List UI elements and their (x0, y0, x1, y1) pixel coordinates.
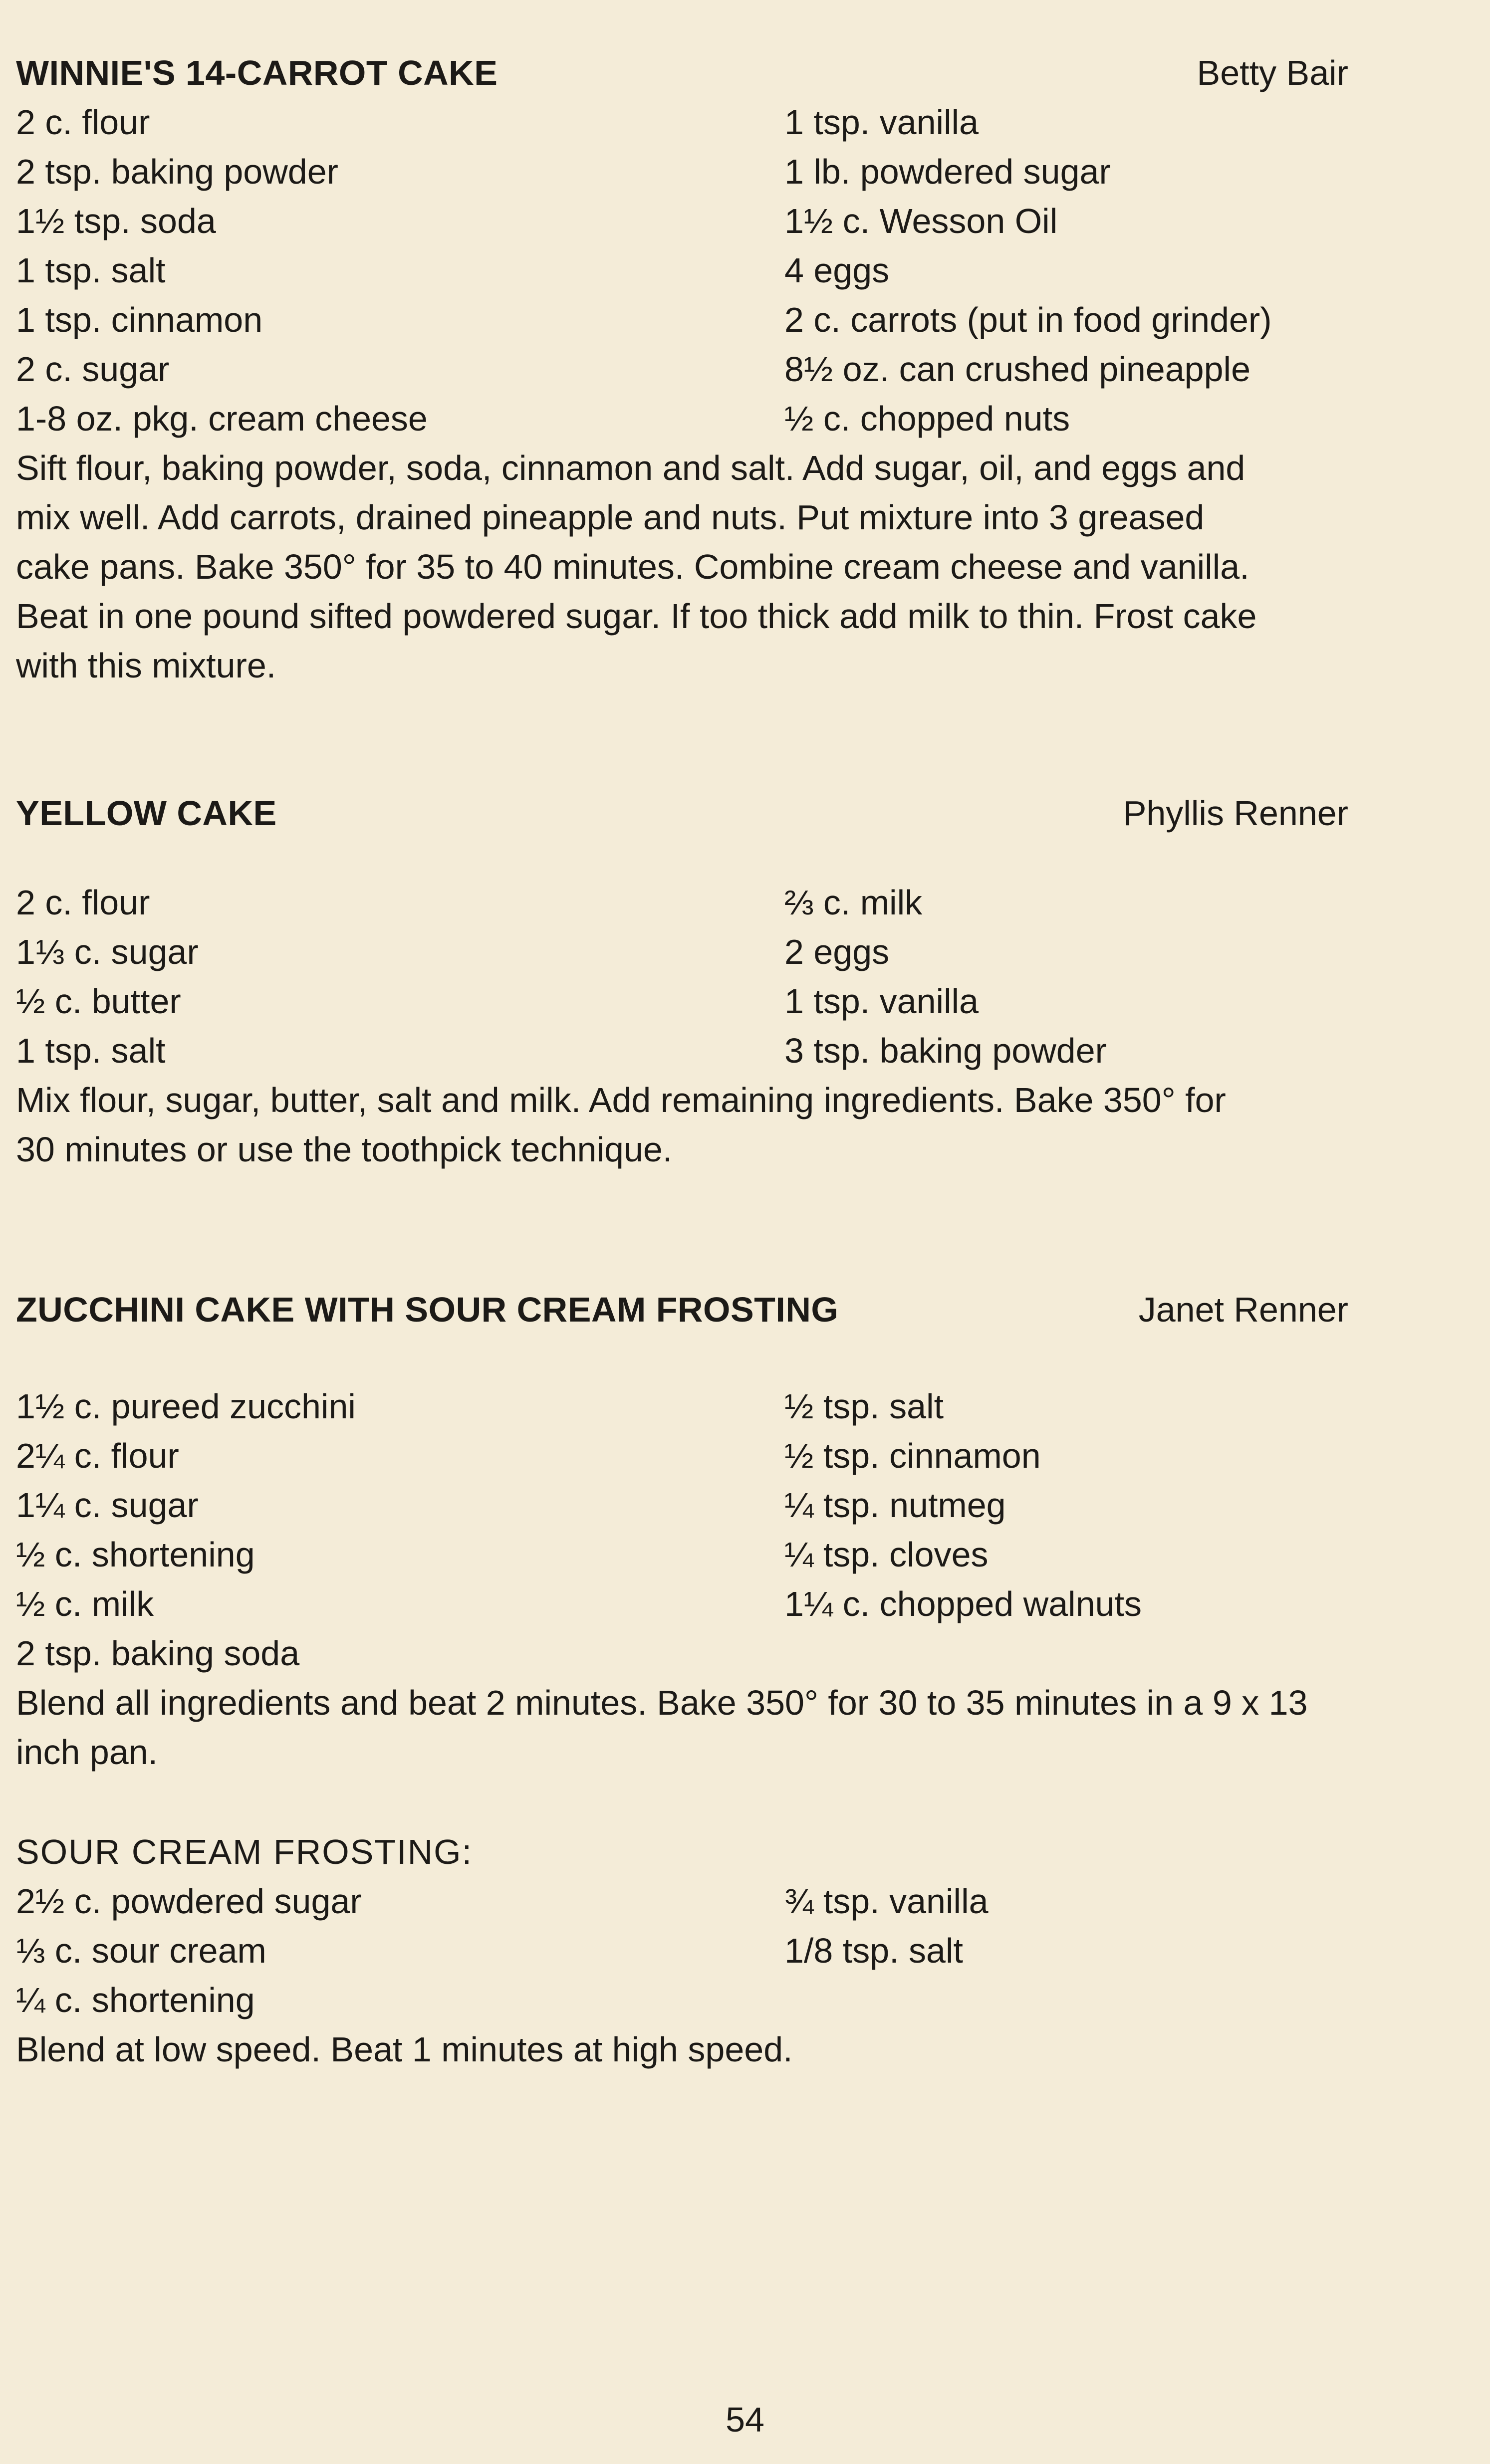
ingredient-list-left (16, 98, 428, 444)
ingredient: 2 tsp. baking soda (16, 1634, 300, 1673)
ingredient: 1¼ c. chopped walnuts (784, 1584, 1142, 1623)
recipe-title: ZUCCHINI CAKE WITH SOUR CREAM FROSTING (16, 1290, 839, 1329)
recipe-directions (16, 1678, 1348, 1777)
ingredient: 1⅓ c. sugar (16, 932, 199, 971)
recipe-title: YELLOW CAKE (16, 794, 277, 833)
ingredient: 2 c. carrots (put in food grinder) (784, 300, 1272, 339)
ingredient: 3 tsp. baking powder (784, 1031, 1107, 1070)
recipe-directions (16, 1076, 1348, 1174)
ingredient: 1½ c. pureed zucchini (16, 1387, 356, 1426)
ingredient: ½ c. milk (16, 1584, 154, 1623)
frosting-section (16, 1827, 1348, 2074)
ingredient: 2 c. sugar (16, 350, 170, 389)
recipe-header (16, 1285, 1348, 1335)
directions-line: inch pan. (16, 1733, 158, 1772)
ingredient-list-right (784, 878, 1107, 1076)
directions-line: cake pans. Bake 350° for 35 to 40 minutes. Combine cream cheese and vanilla. (16, 547, 1249, 586)
recipe-zucchini-cake (16, 1285, 1348, 2074)
directions-line: Beat in one pound sifted powdered sugar. If too thick add milk to thin. Frost cake (16, 597, 1257, 636)
frosting-ingredient-list-left (16, 1877, 362, 2025)
ingredient: 2 c. flour (16, 103, 150, 142)
ingredient: 1 tsp. vanilla (784, 982, 979, 1021)
recipe-carrot-cake (16, 48, 1348, 690)
page-number: 54 (726, 2400, 764, 2439)
ingredient: ¼ tsp. nutmeg (784, 1486, 1006, 1525)
ingredient: 1 tsp. cinnamon (16, 300, 263, 339)
recipe-title: WINNIE'S 14-CARROT CAKE (16, 53, 498, 92)
ingredient: ½ tsp. salt (784, 1387, 944, 1426)
ingredient: 4 eggs (784, 251, 890, 290)
ingredient: 8½ oz. can crushed pineapple (784, 350, 1250, 389)
ingredient: ¼ tsp. cloves (784, 1535, 989, 1574)
ingredient: 1 tsp. salt (16, 1031, 166, 1070)
recipe-yellow-cake (16, 788, 1348, 1174)
directions-line: Mix flour, sugar, butter, salt and milk. Add remaining ingredients. Bake 350° for (16, 1081, 1226, 1120)
ingredient: 2 tsp. baking powder (16, 152, 338, 191)
recipe-author: Phyllis Renner (1123, 794, 1348, 833)
recipe-author: Betty Bair (1197, 53, 1348, 92)
ingredient: 1 tsp. salt (16, 251, 166, 290)
ingredient-list-left (16, 878, 199, 1076)
ingredient-list-right (784, 98, 1272, 444)
ingredient: 2¼ c. flour (16, 1436, 179, 1475)
frosting-ingredient-columns (16, 1877, 1348, 2025)
frosting-ingredient-list-right (784, 1877, 989, 1976)
ingredient: 1 tsp. vanilla (784, 103, 979, 142)
directions-line: Blend all ingredients and beat 2 minutes. Bake 350° for 30 to 35 minutes in a 9 x 13 (16, 1683, 1308, 1722)
ingredient: ⅔ c. milk (784, 883, 923, 922)
ingredient: 1-8 oz. pkg. cream cheese (16, 399, 428, 438)
ingredient-columns (16, 878, 1348, 1076)
ingredient: ¼ c. shortening (16, 1981, 255, 2019)
directions-line: mix well. Add carrots, drained pineapple and nuts. Put mixture into 3 greased (16, 498, 1205, 537)
recipe-header (16, 788, 1348, 838)
ingredient-list-left (16, 1382, 356, 1678)
ingredient: ¾ tsp. vanilla (784, 1882, 989, 1921)
ingredient: ½ c. shortening (16, 1535, 255, 1574)
recipe-directions (16, 444, 1348, 690)
ingredient: 2½ c. powdered sugar (16, 1882, 362, 1921)
ingredient-columns (16, 1382, 1348, 1678)
directions-line: Sift flour, baking powder, soda, cinnamon and salt. Add sugar, oil, and eggs and (16, 448, 1245, 487)
ingredient: 2 c. flour (16, 883, 150, 922)
recipe-author: Janet Renner (1138, 1290, 1348, 1329)
frosting-directions: Blend at low speed. Beat 1 minutes at high speed. (16, 2030, 793, 2069)
ingredient: 1½ tsp. soda (16, 202, 216, 240)
ingredient-columns (16, 98, 1348, 444)
ingredient-list-right (784, 1382, 1142, 1629)
ingredient: 1 lb. powdered sugar (784, 152, 1111, 191)
directions-line: 30 minutes or use the toothpick technique. (16, 1130, 673, 1169)
ingredient: 1¼ c. sugar (16, 1486, 199, 1525)
ingredient: ½ c. chopped nuts (784, 399, 1070, 438)
directions-line: with this mixture. (16, 646, 276, 685)
ingredient: ½ tsp. cinnamon (784, 1436, 1041, 1475)
ingredient: ½ c. butter (16, 982, 181, 1021)
recipe-header (16, 48, 1348, 98)
ingredient: 1/8 tsp. salt (784, 1931, 963, 1970)
frosting-heading: SOUR CREAM FROSTING: (16, 1832, 473, 1871)
ingredient: 1½ c. Wesson Oil (784, 202, 1058, 240)
ingredient: 2 eggs (784, 932, 890, 971)
ingredient: ⅓ c. sour cream (16, 1931, 266, 1970)
